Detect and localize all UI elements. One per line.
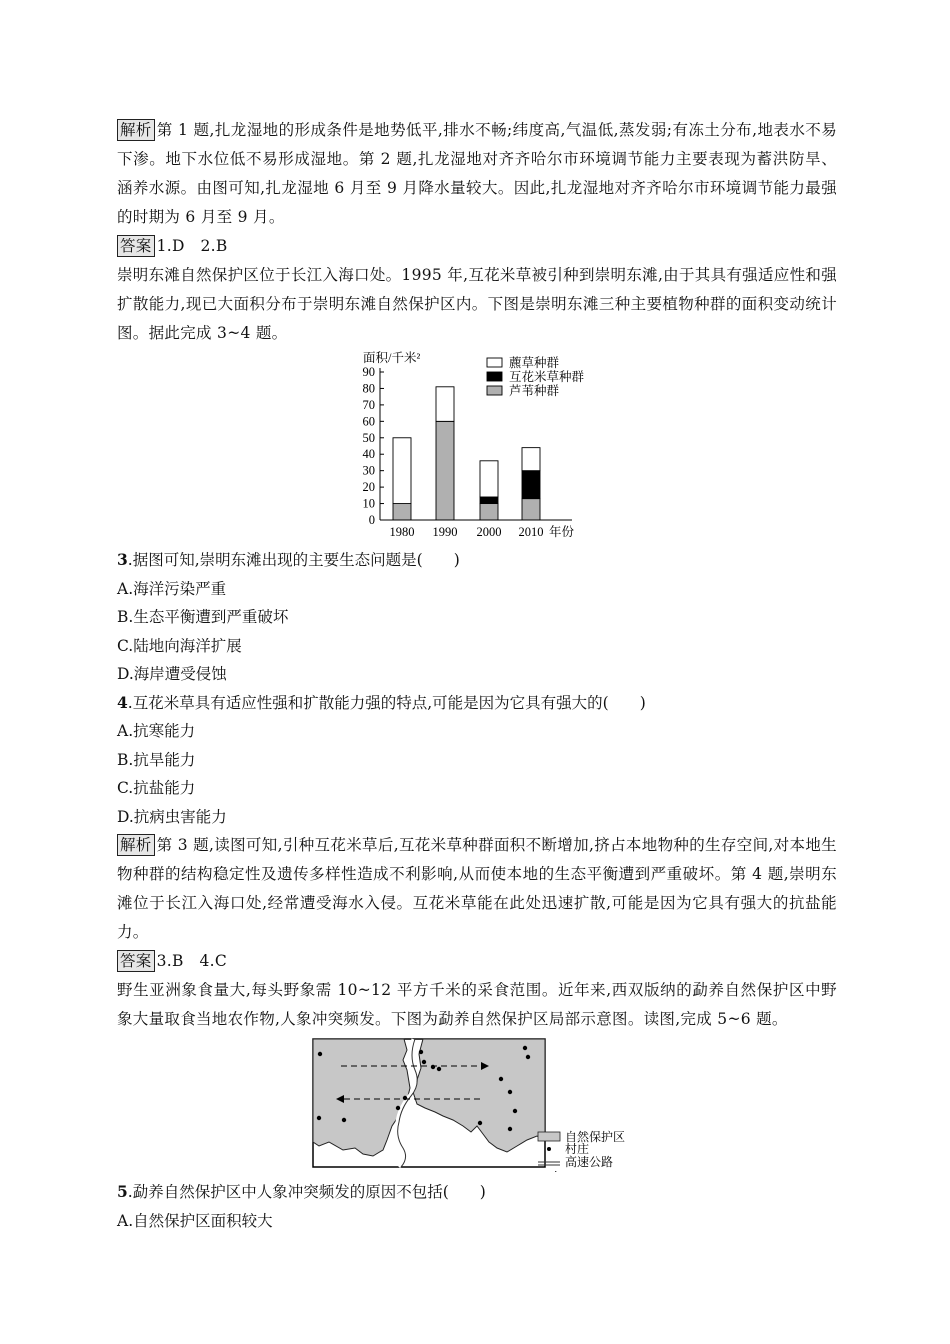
q3-option-b: B.生态平衡遭到严重破坏 (117, 608, 289, 626)
q4-option-a: A.抗寒能力 (117, 722, 196, 740)
village-dot (419, 1050, 423, 1054)
village-dot (403, 1096, 407, 1100)
legend-swatch (487, 358, 502, 367)
bar-chart-figure (117, 348, 837, 546)
x-tick-label: 2010 (518, 525, 544, 539)
legend-highway-label: 高速公路 (565, 1155, 614, 1169)
question-5 (117, 1178, 837, 1235)
x-ticks (390, 525, 544, 539)
analysis-text-2: 第 3 题,读图可知,引种互花米草后,互花米草种群面积不断增加,挤占本地物种的生存空间,对本地生物种群的结构稳定性及遗传多样性造成不利影响,从而使本地的生态平衡遭到严重破坏。第 4 题,崇明东滩位于长江入海口处,经常遭受海水入侵。互花米草能在此处迅速扩散,可能是因为它具有强大的抗盐能力。 (117, 836, 837, 941)
q5-stem-text: .勐养自然保护区中人象冲突频发的原因不包括( ) (127, 1183, 486, 1201)
intro-paragraph-2: 崇明东滩自然保护区位于长江入海口处。1995 年,互花米草被引种到崇明东滩,由于其具有强适应性和强扩散能力,现已大面积分布于崇明东滩自然保护区内。下图是崇明东滩三种主要植物种群的面积变动统计图。据此完成 3~4 题。 (117, 266, 837, 342)
question-3 (117, 546, 837, 689)
q5-stem (117, 1178, 837, 1207)
bar-segment-芦苇种群 (480, 504, 498, 520)
x-tick-label: 1980 (389, 525, 415, 539)
q4-option-c: C.抗盐能力 (117, 779, 196, 797)
bar-segment-芦苇种群 (393, 504, 411, 520)
bar-segment-互花米草种群 (522, 471, 540, 499)
x-tick-label: 2000 (476, 525, 502, 539)
q4-number: 4 (117, 692, 128, 712)
bar-segment-芦苇种群 (436, 421, 454, 520)
q4-stem-text: .互花米草具有适应性强和扩散能力强的特点,可能是因为它具有强大的( ) (127, 693, 646, 712)
bar-segment-藨草种群 (522, 448, 540, 471)
legend-label: 芦苇种群 (509, 384, 560, 398)
village-dot (508, 1090, 512, 1094)
village-dot (342, 1118, 346, 1122)
village-dot (437, 1067, 441, 1071)
legend-label: 藨草种群 (509, 356, 560, 370)
answer-tag: 答案 (117, 950, 155, 972)
q3-option-a: A.海洋污染严重 (117, 579, 227, 598)
village-dot (422, 1060, 426, 1064)
village-dot (508, 1127, 512, 1131)
legend-swatch (487, 386, 502, 395)
reserve-map-figure (117, 1036, 837, 1172)
village-dot (523, 1046, 527, 1050)
bar-segment-互花米草种群 (480, 497, 498, 504)
village-dot (431, 1065, 435, 1069)
chart-legend (487, 355, 585, 398)
y-tick-label: 10 (362, 496, 375, 511)
village-dot (317, 1116, 321, 1120)
answer-tag: 答案 (117, 235, 155, 257)
legend-label: 互花米草种群 (509, 370, 585, 384)
answer-paragraph-1 (117, 232, 837, 261)
analysis-paragraph-2 (117, 831, 837, 947)
q3-option-c: C.陆地向海洋扩展 (117, 636, 242, 655)
village-dot (478, 1121, 482, 1125)
y-tick-label: 50 (362, 430, 375, 445)
legend-migration-arrowhead (555, 1171, 561, 1172)
answer-text-1: 1.D 2.B (156, 237, 228, 255)
analysis-tag: 解析 (117, 834, 155, 856)
y-tick-label: 40 (362, 447, 375, 462)
analysis-paragraph-1 (117, 116, 837, 232)
q4-stem (117, 689, 837, 718)
y-ticks (363, 365, 385, 527)
q5-option-a: A.自然保护区面积较大 (117, 1211, 273, 1230)
reserve-map (117, 1036, 837, 1172)
village-dot (318, 1052, 322, 1056)
village-dot (526, 1055, 530, 1059)
village-dot (396, 1106, 400, 1110)
y-tick-label: 90 (362, 365, 375, 379)
q3-stem (117, 546, 837, 575)
bar-chart (117, 348, 837, 548)
legend-village-dot (547, 1147, 551, 1151)
bar-segment-藨草种群 (480, 461, 498, 497)
x-tick-label: 1990 (432, 525, 458, 539)
y-tick-label: 60 (362, 414, 375, 429)
chart-ylabel: 面积/千米² (363, 351, 421, 365)
bar-segment-藨草种群 (436, 387, 454, 422)
legend-reserve-swatch (538, 1132, 560, 1141)
bar-segment-芦苇种群 (522, 499, 540, 520)
village-dot (499, 1077, 503, 1081)
village-dot (513, 1109, 517, 1113)
q3-option-d: D.海岸遭受侵蚀 (117, 665, 227, 683)
y-tick-label: 30 (362, 463, 375, 478)
y-tick-label: 80 (362, 381, 375, 396)
q3-number: 3 (117, 550, 128, 569)
bar-segment-藨草种群 (393, 438, 411, 504)
bars (393, 387, 540, 520)
analysis-text-1: 第 1 题,扎龙湿地的形成条件是地势低平,排水不畅;纬度高,气温低,蒸发弱;有冻土分布,地表水不易下渗。地下水位低不易形成湿地。第 2 题,扎龙湿地对齐齐哈尔市环境调节能力主要表现为蓄洪防旱、涵养水源。由图可知,扎龙湿地 6 月至 9 月降水量较大。因此,扎龙湿地对齐齐哈尔市环境调节能力最强的时期为 6 月至 9 月。 (117, 121, 837, 226)
y-tick-label: 0 (368, 513, 375, 527)
legend-swatch (487, 372, 502, 381)
legend-reserve-label: 自然保护区 (565, 1130, 626, 1144)
answer-paragraph-2 (117, 947, 837, 976)
legend-village-label: 村庄 (565, 1142, 590, 1156)
chart-xlabel: 年份 (549, 525, 575, 539)
y-tick-label: 70 (362, 397, 375, 412)
q5-number: 5 (117, 1182, 128, 1201)
q4-option-d: D.抗病虫害能力 (117, 807, 227, 826)
question-4 (117, 689, 837, 832)
y-tick-label: 20 (362, 480, 375, 495)
answer-text-2: 3.B 4.C (156, 952, 228, 970)
analysis-tag: 解析 (117, 119, 155, 141)
page-content (117, 116, 837, 1235)
q3-stem-text: .据图可知,崇明东滩出现的主要生态问题是( ) (127, 551, 460, 569)
q4-option-b: B.抗旱能力 (117, 750, 196, 769)
intro-paragraph-3: 野生亚洲象食量大,每头野象需 10~12 平方千米的采食范围。近年来,西双版纳的勐养自然保护区中野象大量取食当地农作物,人象冲突频发。下图为勐养自然保护区局部示意图。读图,完成 5~6 题。 (117, 981, 837, 1028)
